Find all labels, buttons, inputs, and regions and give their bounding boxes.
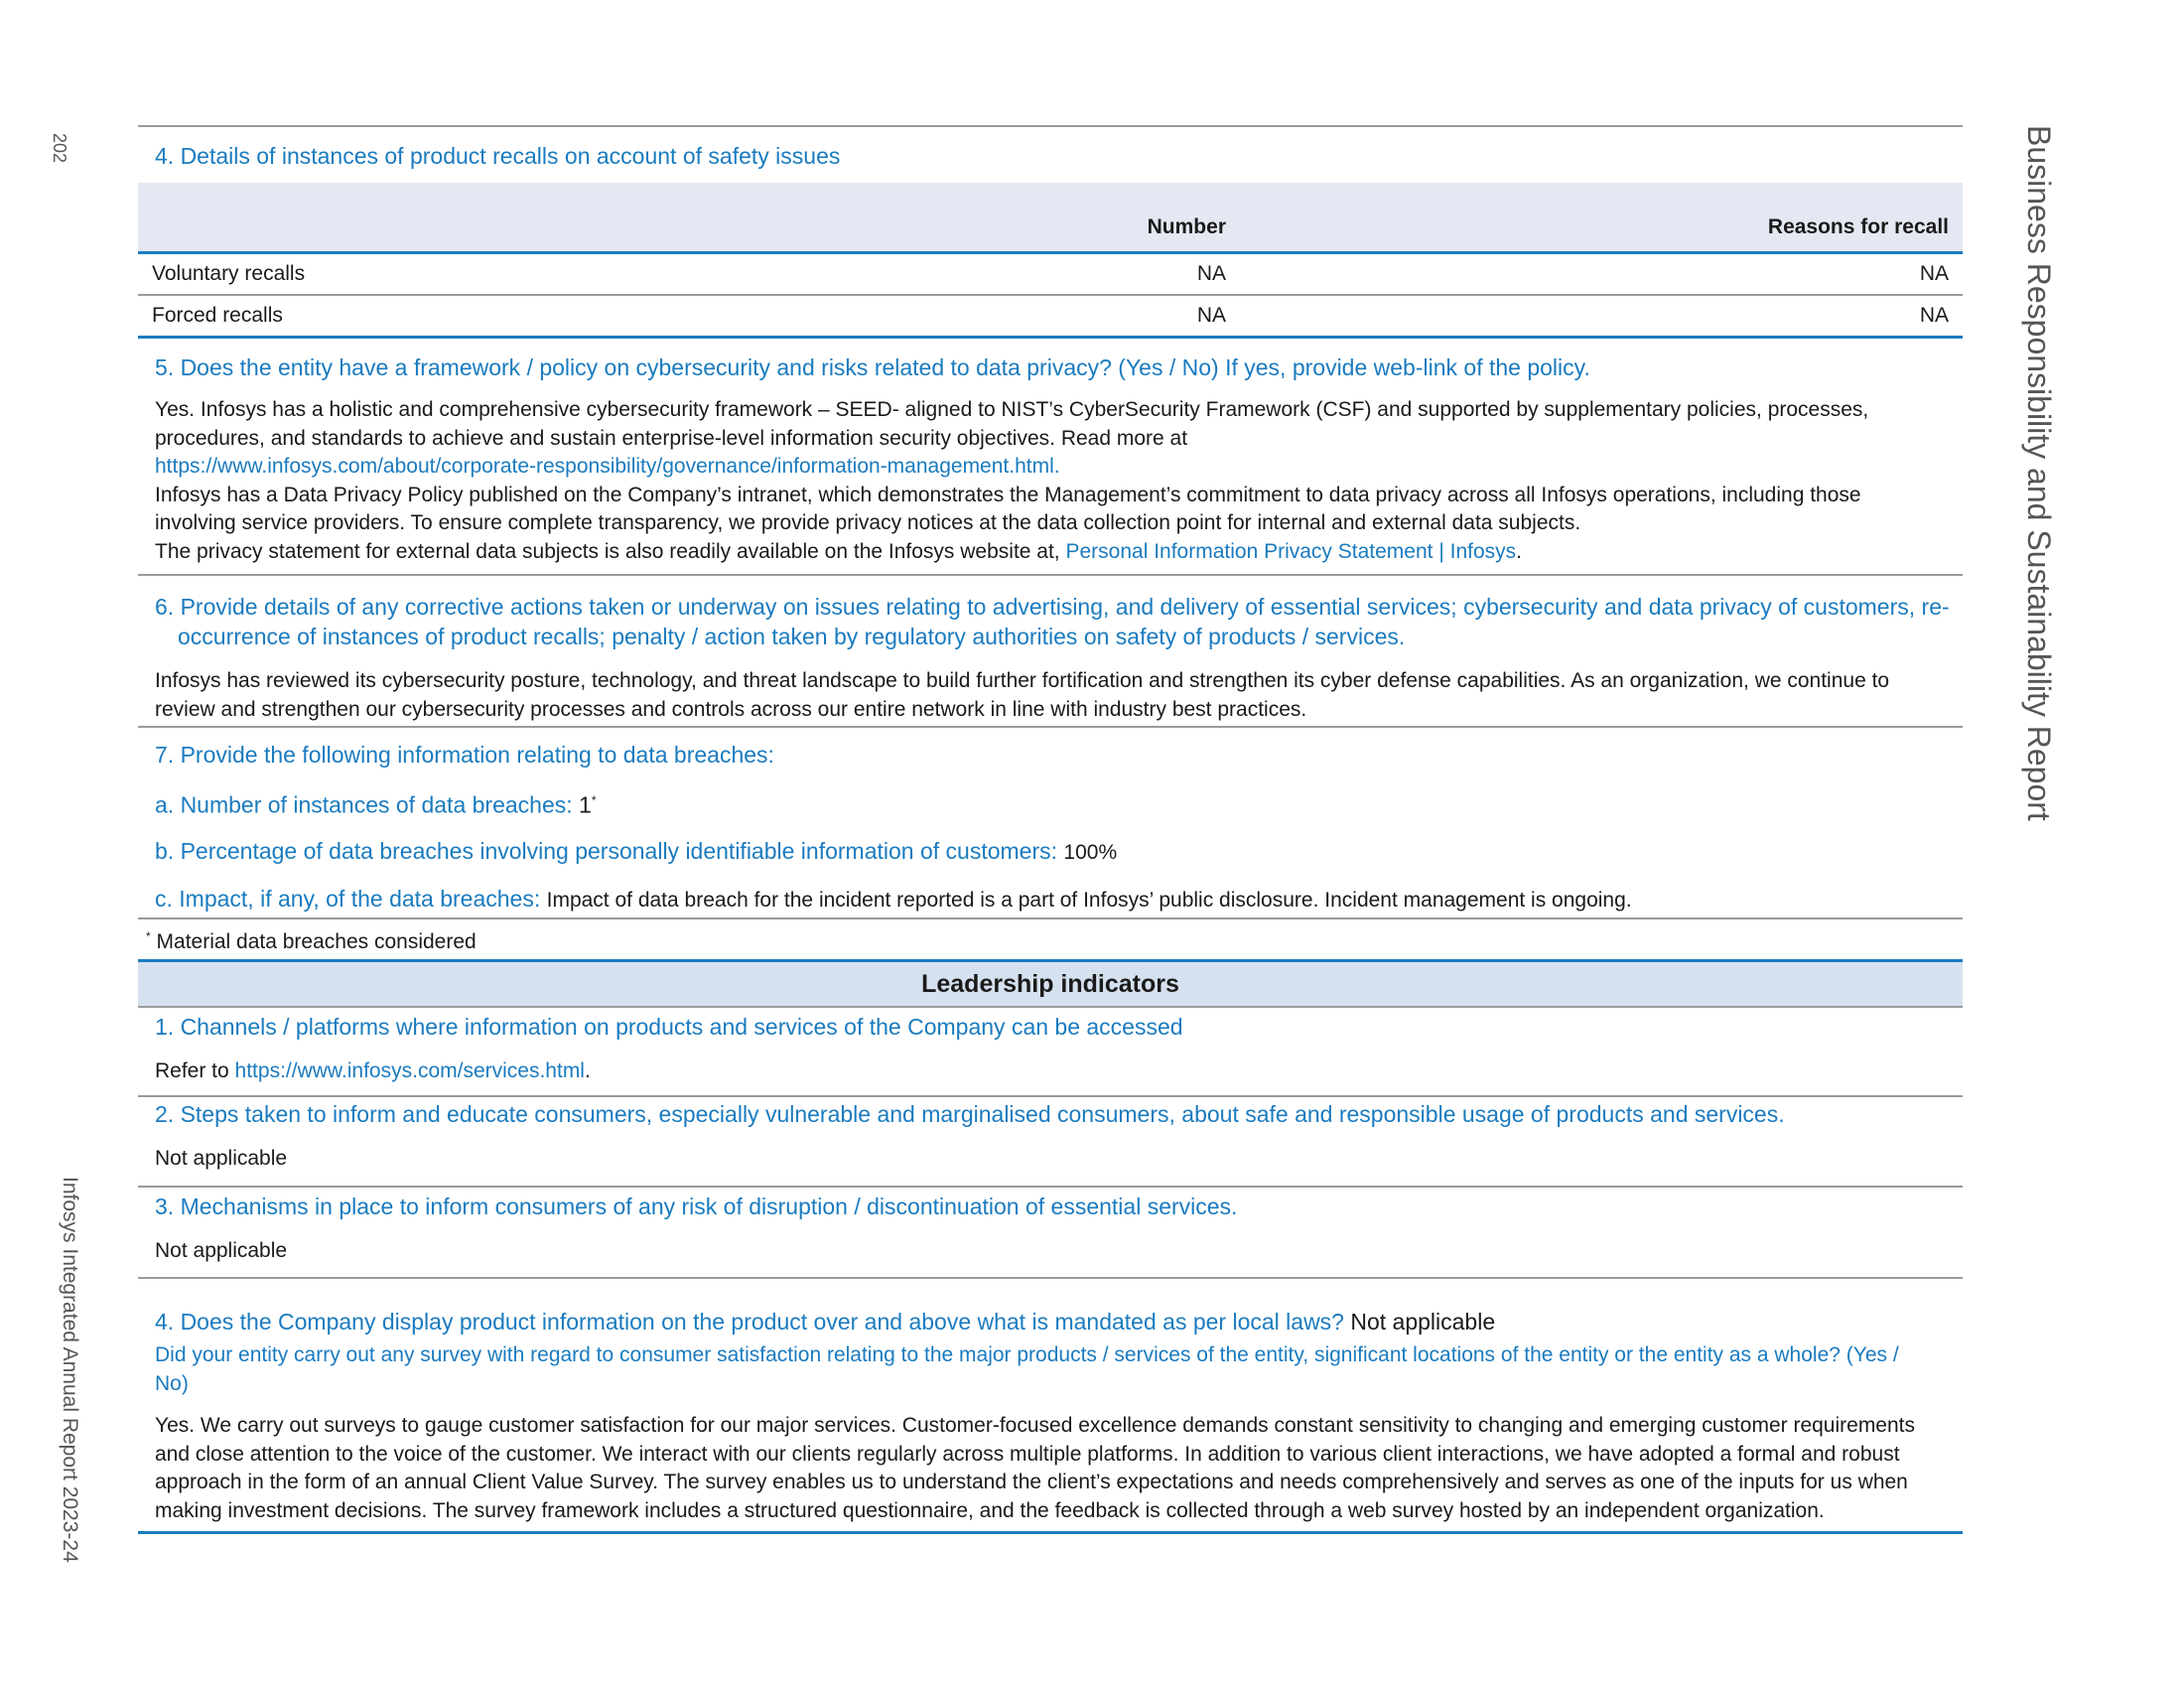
info-management-link[interactable]: https://www.infosys.com/about/corporate-responsibility/governance/information-management.html. [155,455,1060,478]
q7-a-sup: * [591,793,597,807]
footnote-mark: * [146,928,151,943]
q5-para1: Yes. Infosys has a holistic and comprehensive cybersecurity framework – SEED- aligned to NIST’s CyberSecurity Framework (CSF) and supported by supplementary policies, processes, procedures, and standards to achieve and sustain enterprise-level information security objectives. Read more at [155,398,1869,450]
report-title-side: Infosys Integrated Annual Report 2023-24 [59,1177,81,1563]
leadership-heading: Leadership indicators [138,959,1963,1008]
row-label: Voluntary recalls [152,262,306,285]
q5-end: . [1516,539,1522,563]
q7-a-value: 1 [579,791,592,818]
row-reason: NA [1919,262,1949,285]
q5-title: 5. Does the entity have a framework / policy on cybersecurity and risks related to data privacy? (Yes / No) If yes, provide web-link of the policy. [155,354,1590,380]
row-number: NA [1196,304,1226,327]
l2-text: Not applicable [155,1147,288,1171]
privacy-statement-link[interactable]: Personal Information Privacy Statement | Infosys [1065,539,1517,563]
l1-text: Refer to [155,1058,229,1082]
q7-a [138,785,1963,836]
table-row [138,253,1963,296]
main-content [138,125,1963,1534]
header-reasons: Reasons for recall [1240,183,1963,253]
l4-value: Not applicable [1350,1309,1496,1336]
q7-c-value: Impact of data breach for the incident reported is a part of Infosys’ public disclosure. Incident management is ongoing. [546,888,1632,912]
header-number: Number [696,183,1240,253]
recalls-table [138,183,1963,339]
section-title-side: Business Responsibility and Sustainability Report [2021,125,2057,821]
table-row [138,295,1963,338]
q5-para2: Infosys has a Data Privacy Policy published on the Company’s intranet, which demonstrates the Management’s commitment to data privacy across all Infosys operations, including those involving service providers. To ensure complete transparency, we provide privacy notices at the data collection point for internal and external data subjects. [155,483,1861,534]
q7-a-label: a. Number of instances of data breaches: [155,791,573,818]
q7-b-value: 100% [1063,840,1118,864]
bottom-divider [138,1531,1963,1534]
footnote [138,919,1963,959]
header-blank [138,183,696,253]
q7-b-label: b. Percentage of data breaches involving personally identifiable information of customers: [155,837,1058,864]
row-reason: NA [1919,304,1949,327]
l2-title: 2. Steps taken to inform and educate consumers, especially vulnerable and marginalised consumers, about safe and responsible usage of products and services. [155,1101,1785,1128]
l4-text: Yes. We carry out surveys to gauge customer satisfaction for our major services. Customer-focused excellence demands constant sensitivity to changing and emerging customer requirements and close attention to the voice of the customer. We interact with our clients regularly across multiple platforms. In addition to various client interactions, we have adopted a formal and robust approach in the form of an annual Client Value Survey. The survey enables us to understand the client’s expectations and needs comprehensively and serves as one of the inputs for us when making investment decisions. The survey framework includes a structured questionnaire, and the feedback is collected through a web survey hosted by an independent organization. [155,1414,1916,1522]
services-link[interactable]: https://www.infosys.com/services.html [234,1058,585,1082]
l1-body [138,1057,1963,1096]
l1-end: . [584,1058,591,1082]
row-label: Forced recalls [152,304,283,327]
q6-text: Infosys has reviewed its cybersecurity posture, technology, and threat landscape to build further fortification and strengthen its cyber defense capabilities. As an organization, we continue to review and strengthen our cybersecurity processes and controls across our entire network in line with industry best practices. [155,669,1890,721]
q7-b [138,836,1963,884]
q5-body [138,396,1963,574]
q7-title: 7. Provide the following information relating to data breaches: [155,742,774,768]
q7-c-label: c. Impact, if any, of the data breaches: [155,885,541,912]
q6-title: 6. Provide details of any corrective actions taken or underway on issues relating to advertising, and delivery of essential services; cybersecurity and data privacy of customers, re-occurrence of instances of product recalls; penalty / action taken by regulatory authorities on safety of products / services. [155,594,1950,649]
row-number: NA [1196,262,1226,285]
l3-text: Not applicable [155,1238,288,1262]
l1-title: 1. Channels / platforms where information on products and services of the Company can be accessed [155,1013,1183,1040]
l4-title: 4. Does the Company display product information on the product over and above what is mandated as per local laws? [155,1309,1344,1336]
page-number: 202 [50,133,69,164]
q5-para3: The privacy statement for external data subjects is also readily available on the Infosys website at, [155,539,1060,563]
q4-title: 4. Details of instances of product recalls on account of safety issues [155,143,841,169]
l4-sub: Did your entity carry out any survey with regard to consumer satisfaction relating to the major products / services of the entity, significant locations of the entity or the entity as a whole? (Yes / No) [155,1343,1899,1396]
table-header-row [138,183,1963,253]
l4-title-line [138,1279,1963,1340]
l3-title: 3. Mechanisms in place to inform consumers of any risk of disruption / discontinuation of essential services. [155,1193,1238,1219]
q7-c [138,884,1963,917]
footnote-text: Material data breaches considered [156,929,477,953]
